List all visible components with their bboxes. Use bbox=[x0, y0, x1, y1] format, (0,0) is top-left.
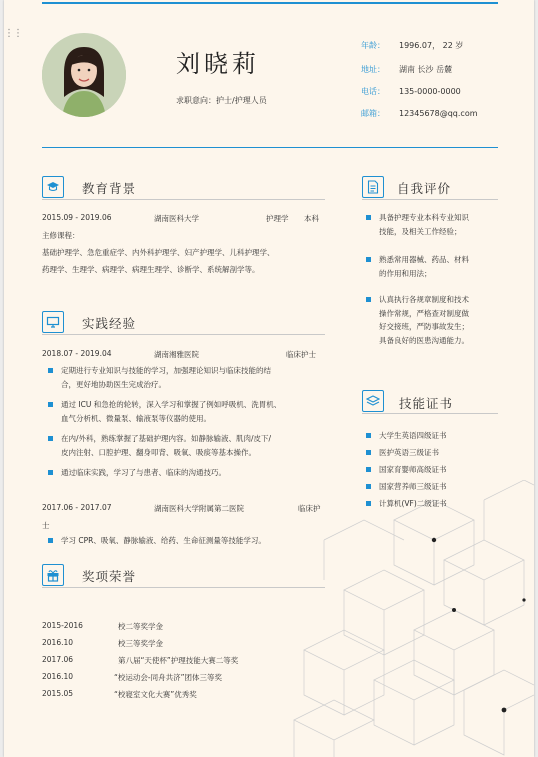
award-name: “校运动会-同舟共济”团体三等奖 bbox=[114, 673, 222, 682]
skill-item: 国家育婴师高级证书 bbox=[379, 463, 447, 477]
section-divider bbox=[42, 199, 325, 200]
bullet-line: 合，更好地协助医生完成治疗。 bbox=[61, 379, 166, 389]
award-name: 校三等奖学金 bbox=[118, 639, 163, 648]
info-age bbox=[361, 40, 463, 51]
job-bullet bbox=[61, 364, 271, 391]
document-icon bbox=[362, 176, 384, 198]
edu-courses-label: 主修课程： bbox=[42, 231, 80, 240]
edu-degree: 本科 bbox=[304, 214, 319, 223]
self-eval-bullet bbox=[379, 253, 469, 280]
edu-courses-line: 基础护理学、急危重症学、内外科护理学、妇产护理学、儿科护理学、 bbox=[42, 248, 275, 257]
section-divider bbox=[42, 587, 325, 588]
job-org: 湖南医科大学附属第二医院 bbox=[154, 504, 244, 513]
section-divider bbox=[42, 334, 325, 335]
self-eval-title: 自我评价 bbox=[397, 181, 452, 196]
info-label: 邮箱： bbox=[361, 109, 385, 118]
job-intent: 求职意向：护士/护理人员 bbox=[176, 96, 267, 105]
bullet-line: 定期进行专业知识与技能的学习，加强理论知识与临床技能的结 bbox=[61, 366, 271, 375]
section-divider bbox=[362, 413, 498, 414]
bullet-line: 具备护理专业本科专业知识 bbox=[379, 213, 469, 222]
self-eval-bullet bbox=[379, 293, 469, 347]
award-date: 2016.10 bbox=[42, 672, 74, 681]
info-address bbox=[361, 64, 452, 75]
top-accent-bar bbox=[42, 2, 498, 4]
job-period: 2018.07 - 2019.04 bbox=[42, 349, 112, 358]
info-value: 135-0000-0000 bbox=[399, 87, 461, 96]
skills-title: 技能证书 bbox=[399, 396, 454, 411]
skill-item: 国家营养师三级证书 bbox=[379, 480, 447, 494]
experience-title: 实践经验 bbox=[82, 316, 137, 331]
geometric-cubes-decoration bbox=[284, 480, 534, 757]
job-bullet bbox=[61, 466, 226, 480]
drag-handle-icon[interactable]: ⋮⋮ bbox=[4, 28, 22, 39]
bullet-line: 在内/外科，熟练掌握了基础护理内容。如静脉输液、肌肉/皮下/ bbox=[61, 434, 272, 443]
gift-icon bbox=[42, 564, 64, 586]
education-title: 教育背景 bbox=[82, 181, 137, 196]
avatar bbox=[42, 33, 126, 117]
job-org: 湖南湘雅医院 bbox=[154, 350, 199, 359]
edu-period: 2015.09 - 2019.06 bbox=[42, 213, 112, 222]
bullet-line: 的作用和用法； bbox=[379, 268, 432, 278]
info-email bbox=[361, 108, 478, 119]
job-bullet bbox=[61, 432, 271, 459]
job-bullet bbox=[61, 534, 266, 548]
info-value: 1996.07， 22 岁 bbox=[399, 41, 464, 50]
graduation-cap-icon bbox=[42, 176, 64, 198]
section-divider bbox=[362, 199, 498, 200]
bullet-line: 好交接班，严防事故发生； bbox=[379, 322, 469, 331]
award-name: “校寝室文化大赛”优秀奖 bbox=[114, 690, 197, 699]
skill-item: 医护英语三级证书 bbox=[379, 446, 439, 460]
edu-school: 湖南医科大学 bbox=[154, 214, 199, 223]
resume-page bbox=[4, 0, 534, 757]
monitor-icon bbox=[42, 311, 64, 333]
award-date: 2015.05 bbox=[42, 689, 74, 698]
edu-major: 护理学 bbox=[266, 214, 289, 223]
bullet-line: 技能，及相关工作经验； bbox=[379, 226, 462, 236]
bullet-line: 认真执行各规章制度和技术 bbox=[379, 295, 469, 304]
candidate-name: 刘晓莉 bbox=[176, 50, 260, 78]
info-value: 湖南 长沙 岳麓 bbox=[399, 65, 453, 74]
skill-item: 计算机(VF)二级证书 bbox=[379, 497, 447, 511]
bullet-line: 血气分析机、微量泵、输液泵等仪器的使用。 bbox=[61, 413, 211, 423]
edu-courses-line: 药理学、生理学、病理学、病理生理学、诊断学、系统解剖学等。 bbox=[42, 265, 260, 274]
awards-title: 奖项荣誉 bbox=[82, 569, 137, 584]
skill-item: 大学生英语四级证书 bbox=[379, 429, 447, 443]
info-label: 电话： bbox=[361, 87, 385, 96]
award-date: 2015-2016 bbox=[42, 621, 83, 630]
bullet-line: 通过临床实践，学习了与患者、临床的沟通技巧。 bbox=[61, 468, 226, 477]
bullet-line: 通过 ICU 和急抢的轮转，深入学习和掌握了例如呼吸机、洗胃机、 bbox=[61, 400, 282, 409]
award-name: 校二等奖学金 bbox=[118, 622, 163, 631]
info-label: 地址： bbox=[361, 65, 385, 74]
job-role-wrap: 士 bbox=[42, 521, 50, 530]
job-period: 2017.06 - 2017.07 bbox=[42, 503, 112, 512]
info-phone bbox=[361, 86, 461, 97]
bullet-line: 学习 CPR、吸氧、静脉输液、给药、生命征测量等技能学习。 bbox=[61, 536, 266, 545]
info-value: 12345678@qq.com bbox=[399, 109, 478, 118]
job-role: 临床护士 bbox=[286, 350, 316, 359]
bullet-line: 具备良好的医患沟通能力。 bbox=[379, 335, 469, 345]
job-role: 临床护 bbox=[298, 504, 321, 513]
header-divider bbox=[42, 147, 498, 148]
bullet-line: 熟悉常用器械、药品、材料 bbox=[379, 255, 469, 264]
award-name: 第八届“天使杯”护理技能大赛二等奖 bbox=[118, 656, 239, 665]
award-date: 2016.10 bbox=[42, 638, 74, 647]
self-eval-bullet bbox=[379, 211, 469, 238]
job-bullet bbox=[61, 398, 281, 425]
info-label: 年龄： bbox=[361, 41, 385, 50]
bullet-line: 操作常规，严格查对制度做 bbox=[379, 308, 469, 318]
bullet-line: 皮内注射、口腔护理、翻身叩背、吸氧、吸痰等基本操作。 bbox=[61, 447, 256, 457]
layers-icon bbox=[362, 390, 384, 412]
award-date: 2017.06 bbox=[42, 655, 74, 664]
